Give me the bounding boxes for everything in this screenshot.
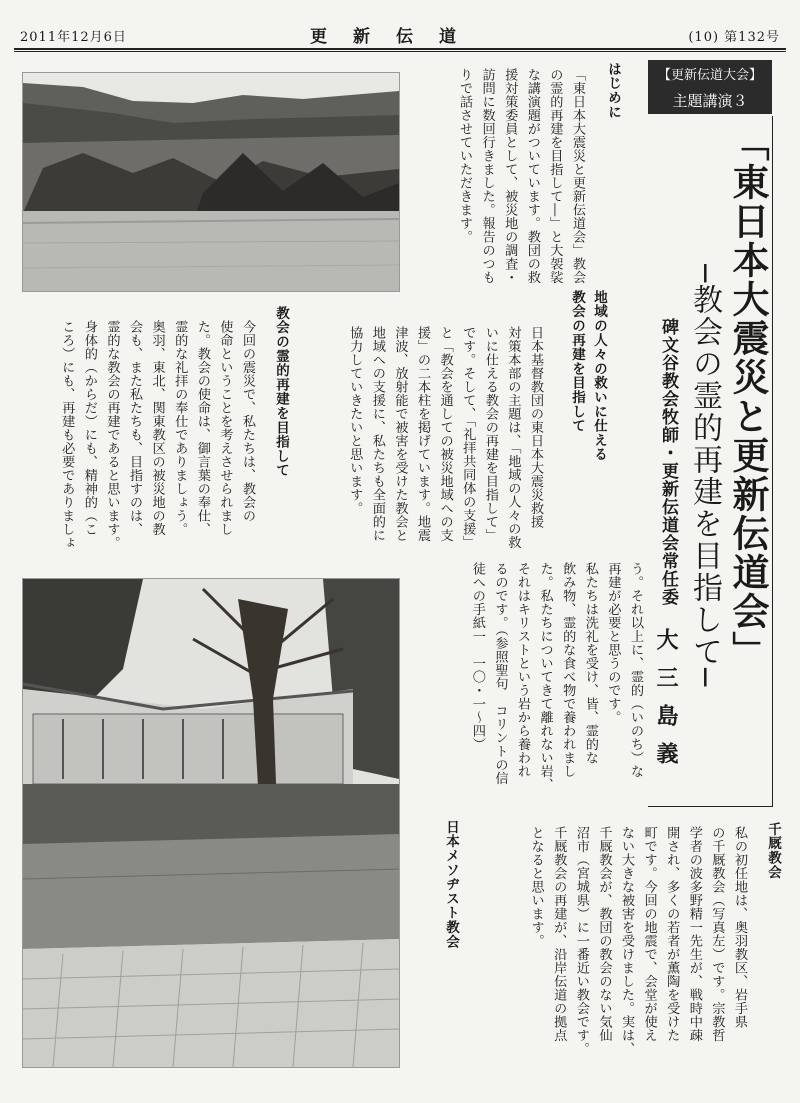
church-photo-image (23, 579, 399, 1067)
church-photo (22, 578, 400, 1068)
article-subtitle: ─教会の霊的再建を目指して─ (687, 264, 722, 689)
header-rule (14, 48, 786, 50)
disaster-photo (22, 72, 400, 292)
author-role: 碑文谷教会牧師・更新伝道会常任委 (658, 318, 678, 606)
issue-date: 2011年12月6日 (20, 30, 127, 45)
intro-body: 「東日本大震災と更新伝道会」教会 の霊的再建を目指して―」と大袈裟 な講演題がついています。教団の救 援対策委員として、被災地の調査・ 訪問に数回行きました。報告のつも りで話させていただきます。 (457, 68, 585, 284)
author-name: 大三島義 (653, 628, 679, 780)
church-body: 私の初任地は、奥羽教区、岩手県 の千厩教会（写真左）です。宗教哲 学者の波多野精一先生が、戦時中疎 開され、多くの若者が薫陶を受けた 町です。今回の地震で、会堂が使え ない大きな被害を受けました。実は、 千厩教会が、教団の教会のない気仙 沼市（宮城県）に一番近い教会です。 千厩教会の再建が、沿岸伝道の拠点 となると思います。 (528, 826, 747, 1056)
section-banner (648, 60, 772, 114)
church-heading: 千厩教会 (765, 822, 781, 880)
disaster-photo-image (23, 73, 399, 291)
banner-event: 【更新伝道大会】 (657, 68, 762, 83)
banner-lecture: 主題講演３ (672, 92, 748, 110)
header-rule-thin (14, 51, 786, 52)
relief-heading: 地域の人々の救いに仕える 教会の再建を目指して (569, 290, 607, 462)
spiritual-body-continued: う。それ以上に、霊的（いのち）な 再建が必要と思うのです。 私たちは洗礼を受け、皆、霊的な 飲み物、霊的な食べ物で養われまし た。私たちについてきて離れない岩、 それはキリストという岩から養われ るのです。（参照聖句 コリントの信 徒への手紙一 一〇・一～四） (469, 562, 643, 792)
issue-number: (10) 第132号 (688, 30, 780, 45)
spiritual-body: 今回の震災で、私たちは、教会の 使命ということを考えさせられまし た。教会の使命は、御言葉の奉仕、 霊的な礼拝の奉仕でありましょう。 奥羽、東北、関東教区の被災地の教 会も、また私たちも、目指すのは、 霊的な教会の再建であると思います。 身体的（からだ）にも、精神的（こ ころ）にも、再建も必要でありましょ (59, 320, 255, 550)
spiritual-heading: 教会の霊的再建を目指して (273, 306, 289, 478)
relief-body: 日本基督教団の東日本大震災救援 対策本部の主題は、「地域の人々の救 いに仕える教会の再建を目指して」 です。そして、「礼拝共同体の支援」 と「教会を通しての被災地域への支 援」の二本柱を掲げています。地震 津波、放射能で被害を受けた教会と 地域への支援に、私たちも全面的に 協力していきたいと思います。 (347, 326, 543, 549)
newspaper-title: 更新伝道 (310, 27, 482, 47)
article-headline: 「東日本大震災と更新伝道会」 (726, 124, 770, 670)
church-signoff: 日本メソヂスト教会 (443, 820, 459, 949)
intro-heading: はじめに (605, 62, 621, 120)
page-header (14, 18, 786, 48)
